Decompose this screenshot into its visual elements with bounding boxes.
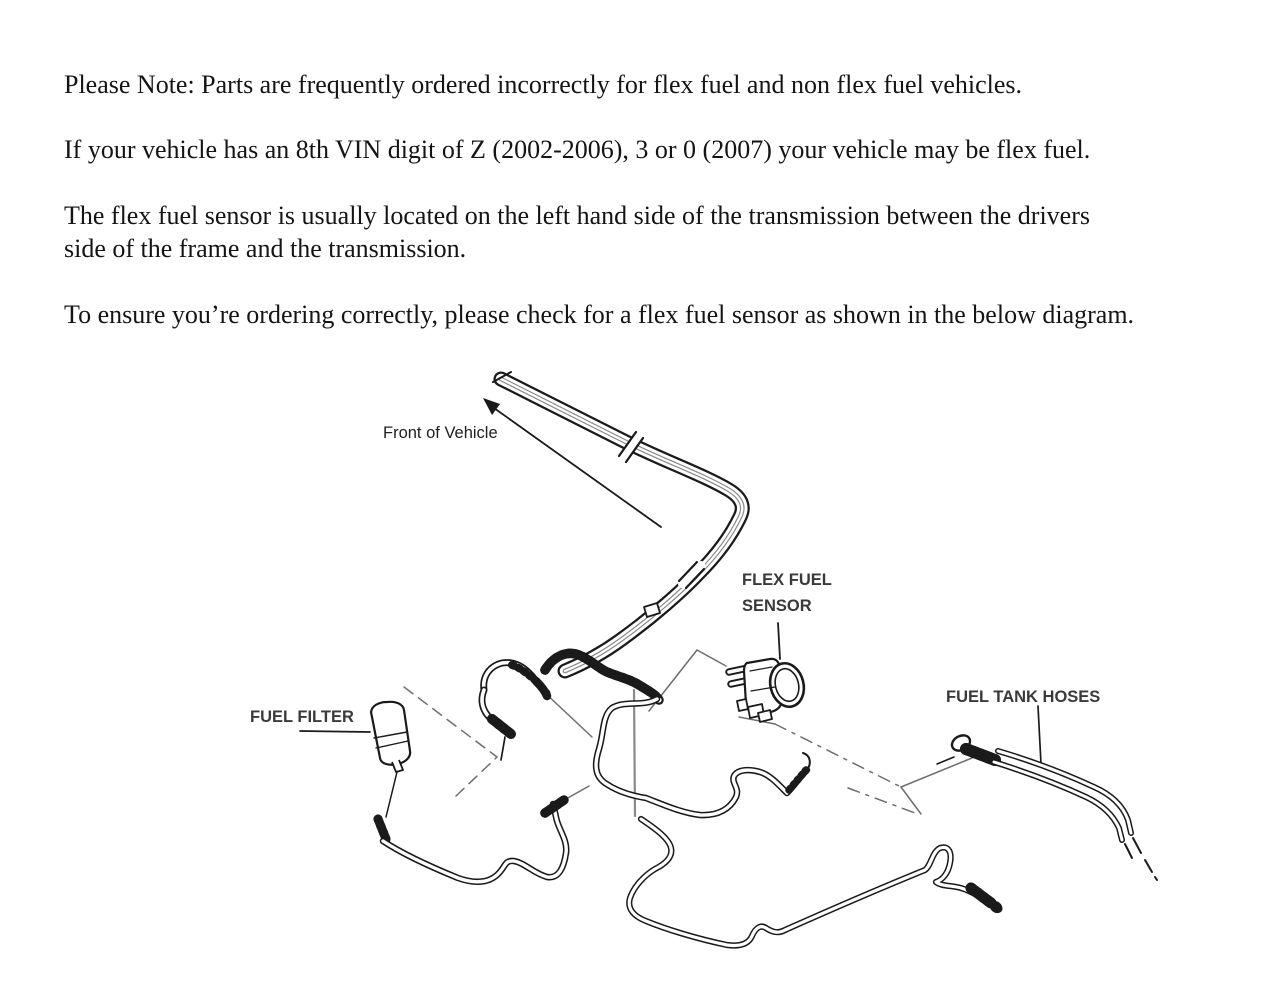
label-flex-fuel-sensor-line1: FLEX FUEL: [742, 571, 832, 589]
hose-end-connector: [545, 800, 564, 813]
u-shaped-hose: [482, 663, 547, 760]
label-fuel-tank-hoses: FUEL TANK HOSES: [946, 688, 1101, 706]
label-fuel-filter: FUEL FILTER: [250, 708, 354, 726]
notice-paragraph-1: Please Note: Parts are frequently ordered incorrectly for flex fuel and non flex fuel vehicles.: [64, 70, 1023, 99]
notice-paragraph-3-line-1: The flex fuel sensor is usually located on the left hand side of the transmission between the drivers: [64, 201, 1090, 230]
fuel-filter-leader-line: [300, 731, 370, 732]
flex-fuel-sensor-leader-line: [778, 623, 780, 659]
tank-hose-dashed-tails: [1125, 838, 1157, 880]
label-front-of-vehicle: Front of Vehicle: [383, 424, 498, 442]
fuel-tank-hoses: [937, 706, 1157, 880]
fuel-tank-hoses-leader-line: [1038, 706, 1041, 764]
mid-hose-end-fitting: [789, 770, 806, 790]
hose-connector: [492, 719, 511, 734]
flex-fuel-sensor: [729, 623, 808, 722]
notice-paragraph-2: If your vehicle has an 8th VIN digit of Z (2002-2006), 3 or 0 (2007) your vehicle may be flex fuel.: [64, 135, 1091, 164]
filter-outlet-fitting: [378, 819, 386, 839]
mid-fuel-hose: [596, 699, 810, 815]
arrowhead-icon: [483, 398, 500, 415]
bottom-hose-end-fitting: [971, 888, 1005, 916]
notice-paragraph-4: To ensure you’re ordering correctly, please check for a flex fuel sensor as shown in the below diagram.: [64, 300, 1135, 329]
notice-paragraph-3-line-2: side of the frame and the transmission.: [64, 234, 467, 263]
bottom-left-fuel-hose: [383, 800, 566, 882]
bottom-fuel-hose: [629, 819, 1005, 946]
label-flex-fuel-sensor: [742, 567, 832, 619]
main-fuel-line-bundle: [493, 372, 742, 671]
label-flex-fuel-sensor-line2: SENSOR: [742, 597, 812, 615]
